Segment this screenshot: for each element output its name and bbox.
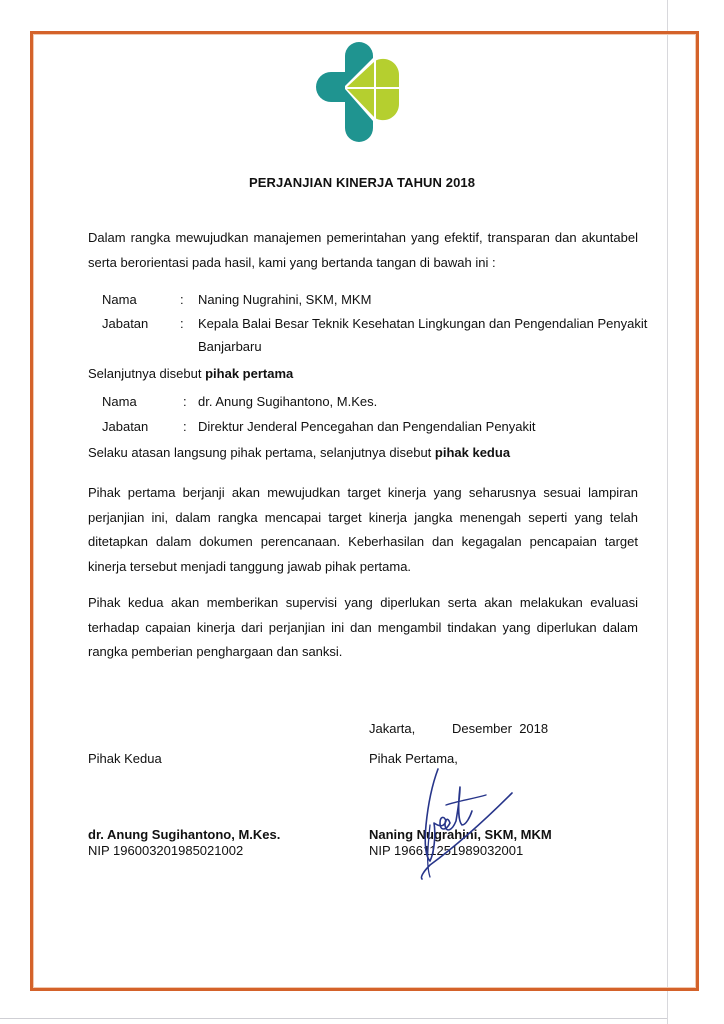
scan-edge-line-bottom [0, 1018, 667, 1019]
document-title: PERJANJIAN KINERJA TAHUN 2018 [248, 175, 476, 190]
first-party-name-value: Naning Nugrahini, SKM, MKM [198, 292, 372, 307]
second-party-position-label: Jabatan [102, 419, 149, 434]
second-party-name-value: dr. Anung Sugihantono, M.Kes. [198, 394, 378, 409]
right-signatory-name: Naning Nugrahini, SKM, MKM [369, 827, 552, 842]
second-party-name-colon: : [183, 394, 187, 409]
kemenkes-logo-icon [309, 42, 405, 144]
second-party-name-label: Nama [102, 394, 137, 409]
left-signatory-role: Pihak Kedua [88, 751, 162, 766]
first-party-reference [88, 366, 293, 381]
right-signatory-nip: NIP 196611251989032001 [369, 843, 524, 858]
first-party-position-value-cont: Banjarbaru [198, 339, 262, 354]
second-party-position-colon: : [183, 419, 187, 434]
first-party-name-colon: : [180, 292, 184, 307]
supervision-paragraph: Pihak kedua akan memberikan supervisi yang diperlukan serta akan melakukan evaluasi terhadap capaian kinerja dari perjanjian ini dan mengambil tindakan yang diperlukan dalam rangka pemberian penghargaan dan sanksi. [88, 595, 638, 659]
first-party-reference-term: pihak pertama [205, 366, 294, 381]
intro-paragraph: Dalam rangka mewujudkan manajemen pemerintahan yang efektif, transparan dan akuntabel serta berorientasi pada hasil, kami yang bertanda tangan di bawah ini : [88, 230, 638, 270]
second-party-reference-text: Selaku atasan langsung pihak pertama, selanjutnya disebut [88, 445, 435, 460]
first-party-name-label: Nama [102, 292, 137, 307]
second-party-reference [88, 445, 510, 460]
first-party-reference-text: Selanjutnya disebut [88, 366, 206, 381]
first-party-position-label: Jabatan [102, 316, 149, 331]
left-signatory-nip: NIP 196003201985021002 [88, 843, 244, 858]
second-party-reference-term: pihak kedua [434, 445, 511, 460]
signing-place: Jakarta, [369, 721, 416, 736]
signing-date: Desember 2018 [452, 721, 549, 736]
first-party-position-colon: : [180, 316, 184, 331]
second-party-position-value: Direktur Jenderal Pencegahan dan Pengendalian Penyakit [198, 419, 536, 434]
first-party-position-value: Kepala Balai Besar Teknik Kesehatan Lingkungan dan Pengendalian Penyakit [198, 316, 648, 331]
left-signatory-name: dr. Anung Sugihantono, M.Kes. [88, 827, 281, 842]
commitment-paragraph: Pihak pertama berjanji akan mewujudkan target kinerja yang seharusnya sesuai lampiran perjanjian ini, dalam rangka mencapai target kinerja jangka menengah seperti yang telah ditetapkan dalam dokumen perencanaan. Keberhasilan dan kegagalan pencapaian target kinerja tersebut menjadi tanggung jawab pihak pertama. [88, 485, 638, 574]
right-signatory-role: Pihak Pertama, [369, 751, 458, 766]
